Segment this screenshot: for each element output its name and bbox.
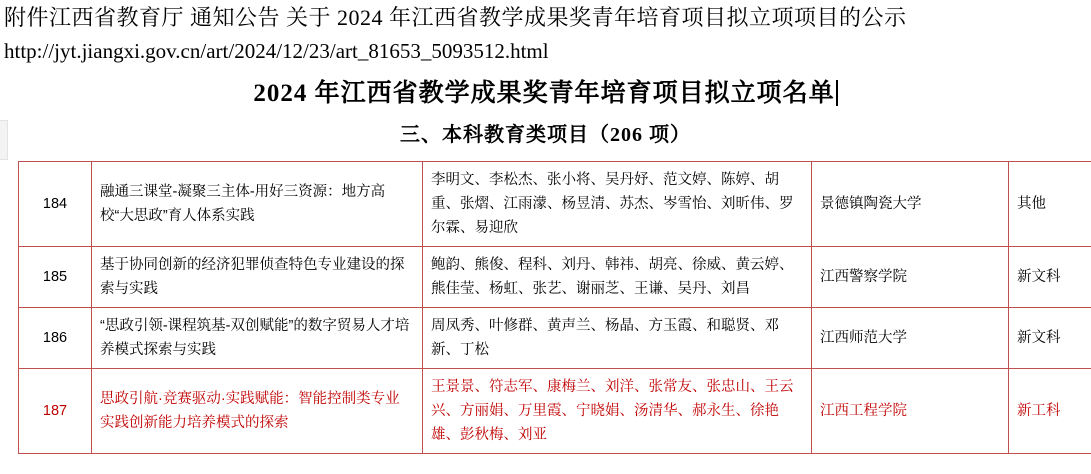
row-number: 187 — [19, 369, 92, 454]
page-title-text: 2024 年江西省教学成果奖青年培育项目拟立项名单 — [253, 80, 835, 107]
source-url: http://jyt.jiangxi.gov.cn/art/2024/12/23/art_81653_5093512.html — [4, 39, 549, 63]
row-project-name: 思政引航·竞赛驱动·实践赋能：智能控制类专业实践创新能力培养模式的探索 — [92, 369, 423, 454]
row-number: 185 — [19, 247, 92, 308]
table-row — [19, 308, 1091, 369]
row-organization: 景德镇陶瓷大学 — [812, 162, 1009, 247]
row-members: 鲍韵、熊俊、程科、刘丹、韩祎、胡亮、徐威、黄云婷、熊佳莹、杨虹、张艺、谢丽芝、王谦、吴丹、刘昌 — [423, 247, 812, 308]
text-caret — [836, 80, 838, 106]
table-row — [19, 247, 1091, 308]
table-row-highlighted — [19, 369, 1091, 454]
row-organization: 江西师范大学 — [812, 308, 1009, 369]
row-members: 王景景、符志军、康梅兰、刘洋、张常友、张忠山、王云兴、方丽娟、万里霞、宁晓娟、汤清华、郝永生、徐艳雄、彭秋梅、刘亚 — [423, 369, 812, 454]
row-members: 周凤秀、叶修群、黄声兰、杨晶、方玉霞、和聪贤、邓新、丁松 — [423, 308, 812, 369]
row-category: 新文科 — [1009, 247, 1091, 308]
projects-table — [18, 161, 1091, 454]
table-row — [19, 162, 1091, 247]
row-project-name: 融通三课堂-凝聚三主体-用好三资源：地方高校“大思政”育人体系实践 — [92, 162, 423, 247]
row-number: 186 — [19, 308, 92, 369]
row-category: 其他 — [1009, 162, 1091, 247]
row-organization: 江西工程学院 — [812, 369, 1009, 454]
row-project-name: “思政引领-课程筑基-双创赋能”的数字贸易人才培养模式探索与实践 — [92, 308, 423, 369]
row-category: 新工科 — [1009, 369, 1091, 454]
row-members: 李明文、李松杰、张小将、吴丹妤、范文婷、陈婷、胡重、张熠、江雨濛、杨昱清、苏杰、岑雪怡、刘昕伟、罗尔霖、易迎欣 — [423, 162, 812, 247]
row-number: 184 — [19, 162, 92, 247]
page-title — [0, 77, 1091, 111]
row-organization: 江西警察学院 — [812, 247, 1009, 308]
row-category: 新文科 — [1009, 308, 1091, 369]
breadcrumb: 附件江西省教育厅 通知公告 关于 2024 年江西省教学成果奖青年培育项目拟立项项目的公示 — [4, 5, 907, 30]
row-project-name: 基于协同创新的经济犯罪侦查特色专业建设的探索与实践 — [92, 247, 423, 308]
section-subtitle: 三、本科教育类项目（206 项） — [400, 124, 691, 146]
projects-table-body — [19, 162, 1091, 454]
scrollbar-left[interactable] — [0, 120, 8, 160]
